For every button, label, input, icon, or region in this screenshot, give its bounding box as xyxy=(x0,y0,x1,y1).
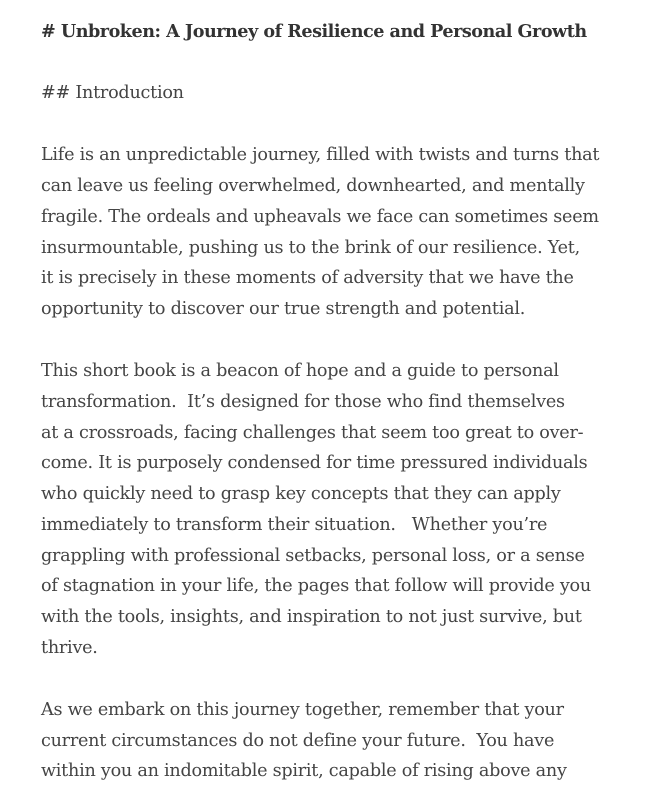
paragraph-line: come. It is purposely condensed for time pressured individuals xyxy=(41,453,588,473)
paragraph-line: As we embark on this journey together, remember that your xyxy=(41,700,564,720)
paragraph-line: within you an indomitable spirit, capable of rising above any xyxy=(41,761,567,781)
paragraph-line: opportunity to discover our true strength and potential. xyxy=(41,299,526,319)
paragraph-line: can leave us feeling overwhelmed, downhearted, and mentally xyxy=(41,176,585,196)
paragraph-line: thrive. xyxy=(41,638,98,658)
section-heading: ## Introduction xyxy=(41,83,184,103)
paragraph-line: it is precisely in these moments of adversity that we have the xyxy=(41,268,574,288)
paragraph-line: current circumstances do not define your future. You have xyxy=(41,731,555,751)
paragraph-line: transformation. It’s designed for those who find themselves xyxy=(41,392,565,412)
paragraph-line: immediately to transform their situation. Whether you’re xyxy=(41,515,548,535)
paragraph-line: fragile. The ordeals and upheavals we face can sometimes seem xyxy=(41,207,599,227)
paragraph-line: grappling with professional setbacks, personal loss, or a sense xyxy=(41,546,585,566)
paragraph-line: insurmountable, pushing us to the brink of our resilience. Yet, xyxy=(41,238,580,258)
paragraph-line: who quickly need to grasp key concepts that they can apply xyxy=(41,484,561,504)
paragraph-line: of stagnation in your life, the pages that follow will provide you xyxy=(41,576,591,596)
paragraph-line: with the tools, insights, and inspiration to not just survive, but xyxy=(41,607,582,627)
document-title: # Unbroken: A Journey of Resilience and Personal Growth xyxy=(41,21,587,42)
paragraph-line: at a crossroads, facing challenges that seem too great to over- xyxy=(41,423,584,443)
paragraph-line: This short book is a beacon of hope and a guide to personal xyxy=(41,361,559,381)
paragraph-line: Life is an unpredictable journey, filled with twists and turns that xyxy=(41,145,600,165)
